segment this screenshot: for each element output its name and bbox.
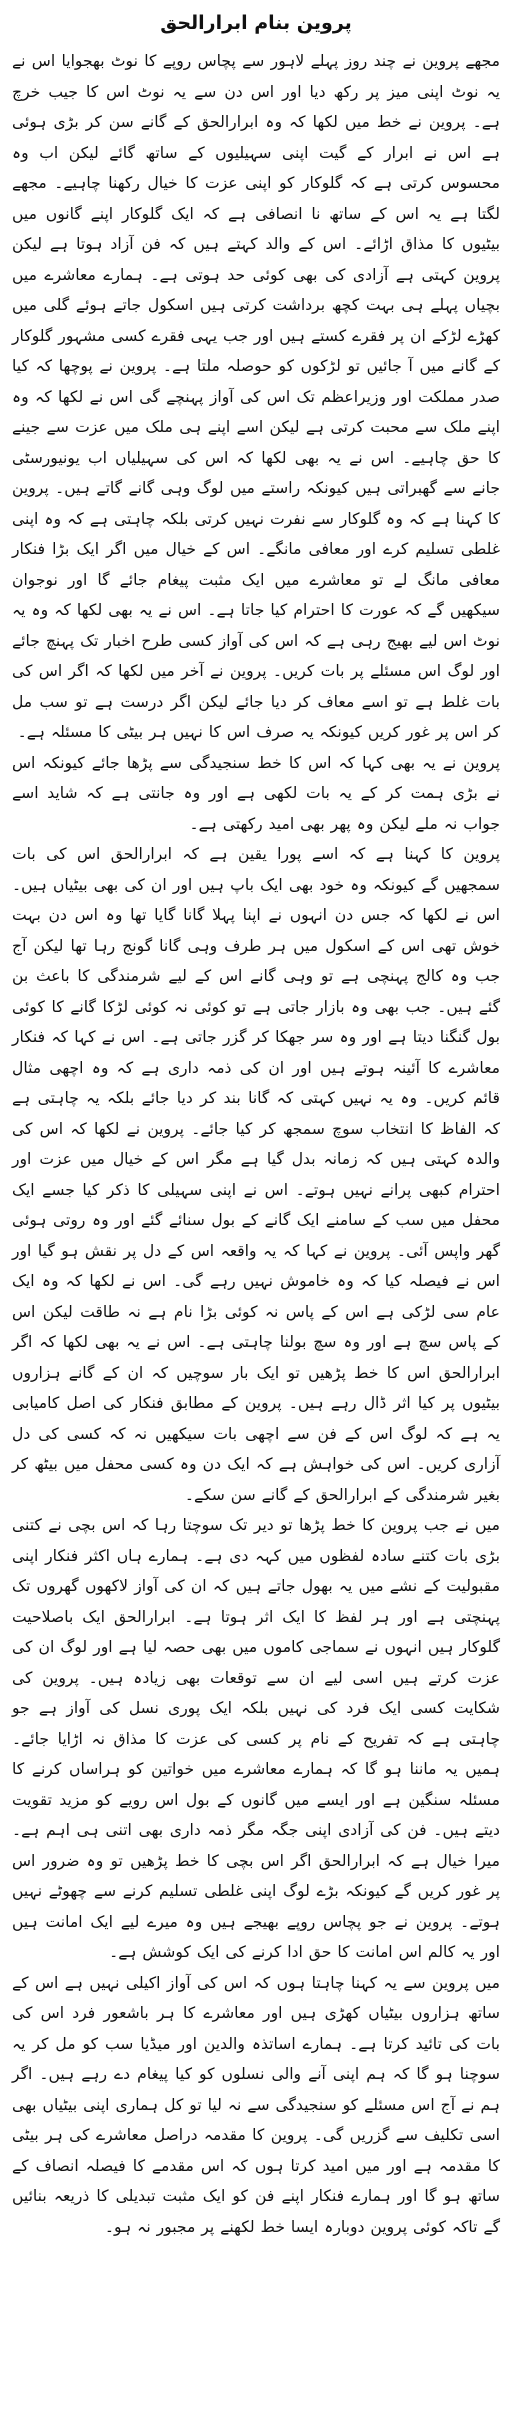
article-paragraph: مجھے پروین نے چند روز پہلے لاہور سے پچاس روپے کا نوٹ بھجوایا اس نے یہ نوٹ اپنی میز پر رکھ دیا اور اس دن سے یہ نوٹ اس کا جیب خرچ ہے۔ پروین نے خط میں لکھا کہ وہ ابرارالحق کے گانے سن کر بڑی ہوئی ہے اس نے ابرار کے گیت اپنی سہیلیوں کے ساتھ گائے لیکن اب وہ محسوس کرتی ہے کہ گلوکار کو اپنی عزت کا خیال رکھنا چاہیے۔ مجھے لگتا ہے یہ اس کے ساتھ نا انصافی ہے کہ ایک گلوکار اپنے گانوں میں بیٹیوں کا مذاق اڑائے۔ اس کے والد کہتے ہیں کہ فن آزاد ہوتا ہے لیکن پروین کہتی ہے آزادی کی بھی کوئی حد ہوتی ہے۔ ہمارے معاشرے میں بچیاں پہلے ہی بہت کچھ برداشت کرتی ہیں اسکول جاتے ہوئے گلی میں کھڑے لڑکے ان پر فقرے کستے ہیں اور جب یہی فقرے کسی مشہور گلوکار کے گانے میں آ جائیں تو لڑکوں کو حوصلہ ملتا ہے۔ پروین نے پوچھا کہ کیا صدر مملکت اور وزیراعظم تک اس کی آواز پہنچے گی اس نے لکھا کہ وہ اپنے ملک سے محبت کرتی ہے لیکن اسے اپنے ہی ملک میں عزت سے جینے کا حق چاہیے۔ اس نے یہ بھی لکھا کہ اس کی سہیلیاں اب یونیورسٹی جانے سے گھبراتی ہیں کیونکہ راستے میں لوگ وہی گانے گاتے ہیں۔ پروین کا کہنا ہے کہ وہ گلوکار سے نفرت نہیں کرتی بلکہ چاہتی ہے کہ وہ اپنی غلطی تسلیم کرے اور معافی مانگے۔ اس کے خیال میں اگر ایک بڑا فنکار معافی مانگ لے تو معاشرے میں ایک مثبت پیغام جائے گا اور نوجوان سیکھیں گے کہ عورت کا احترام کیا جاتا ہے۔ اس نے یہ بھی لکھا کہ وہ یہ نوٹ اس لیے بھیج رہی ہے کہ اس کی آواز کسی طرح اخبار تک پہنچ جائے اور لوگ اس مسئلے پر بات کریں۔ پروین نے آخر میں لکھا کہ اگر اس کی بات غلط ہے تو اسے معاف کر دیا جائے لیکن اگر درست ہے تو سب مل کر اس پر غور کریں کیونکہ یہ صرف اس کا نہیں ہر بیٹی کا مسئلہ ہے۔ (12, 52, 500, 741)
article-paragraph: میں نے جب پروین کا خط پڑھا تو دیر تک سوچتا رہا کہ اس بچی نے کتنی بڑی بات کتنے سادہ لفظوں میں کہہ دی ہے۔ ہمارے ہاں اکثر فنکار اپنی مقبولیت کے نشے میں یہ بھول جاتے ہیں کہ ان کی آواز لاکھوں گھروں تک پہنچتی ہے اور ہر لفظ کا ایک اثر ہوتا ہے۔ ابرارالحق ایک باصلاحیت گلوکار ہیں انہوں نے سماجی کاموں میں بھی حصہ لیا ہے اور لوگ ان کی عزت کرتے ہیں اسی لیے ان سے توقعات بھی زیادہ ہیں۔ پروین کی شکایت کسی ایک فرد کی نہیں بلکہ ایک پوری نسل کی آواز ہے جو چاہتی ہے کہ تفریح کے نام پر کسی کی عزت کا مذاق نہ اڑایا جائے۔ ہمیں یہ ماننا ہو گا کہ ہمارے معاشرے میں خواتین کو ہراساں کرنے کا مسئلہ سنگین ہے اور ایسے میں گانوں کے بول اس رویے کو مزید تقویت دیتے ہیں۔ فن کی آزادی اپنی جگہ مگر ذمہ داری بھی اتنی ہی اہم ہے۔ میرا خیال ہے کہ ابرارالحق اگر اس بچی کا خط پڑھیں تو وہ ضرور اس پر غور کریں گے کیونکہ بڑے لوگ اپنی غلطی تسلیم کرنے سے چھوٹے نہیں ہوتے۔ پروین نے جو پچاس روپے بھیجے ہیں وہ میرے لیے ایک امانت ہیں اور یہ کالم اس امانت کا حق ادا کرنے کی ایک کوشش ہے۔ (12, 1516, 500, 1961)
article-paragraph: پروین کا کہنا ہے کہ اسے پورا یقین ہے کہ ابرارالحق اس کی بات سمجھیں گے کیونکہ وہ خود بھی ایک باپ ہیں اور ان کی بھی بیٹیاں ہیں۔ اس نے لکھا کہ جس دن انہوں نے اپنا پہلا گانا گایا تھا وہ اس دن بہت خوش تھی اس کے اسکول میں ہر طرف وہی گانا گونج رہا تھا لیکن آج جب وہ کالج پہنچی ہے تو وہی گانے اس کے لیے شرمندگی کا باعث بن گئے ہیں۔ جب بھی وہ بازار جاتی ہے تو کوئی نہ کوئی لڑکا گانے کا کوئی بول گنگنا دیتا ہے اور وہ سر جھکا کر گزر جاتی ہے۔ اس نے کہا کہ فنکار معاشرے کا آئینہ ہوتے ہیں اور ان کی ذمہ داری ہے کہ وہ اچھی مثال قائم کریں۔ وہ یہ نہیں کہتی کہ گانا بند کر دیا جائے بلکہ یہ چاہتی ہے کہ الفاظ کا انتخاب سوچ سمجھ کر کیا جائے۔ پروین نے لکھا کہ اس کی والدہ کہتی ہیں کہ زمانہ بدل گیا ہے مگر اس کے خیال میں عزت اور احترام کبھی پرانے نہیں ہوتے۔ اس نے اپنی سہیلی کا ذکر کیا جسے ایک محفل میں سب کے سامنے ایک گانے کے بول سنائے گئے اور وہ روتی ہوئی گھر واپس آئی۔ پروین نے کہا کہ یہ واقعہ اس کے دل پر نقش ہو گیا اور اس نے فیصلہ کیا کہ وہ خاموش نہیں رہے گی۔ اس نے لکھا کہ وہ ایک عام سی لڑکی ہے اس کے پاس نہ کوئی بڑا نام ہے نہ طاقت لیکن اس کے پاس سچ ہے اور وہ سچ بولنا چاہتی ہے۔ اس نے یہ بھی لکھا کہ اگر ابرارالحق اس کا خط پڑھیں تو ایک بار سوچیں کہ ان کے گانے ہزاروں بیٹیوں پر کیا اثر ڈال رہے ہیں۔ پروین کے مطابق فنکار کی اصل کامیابی یہ ہے کہ لوگ اس کے فن سے اچھی بات سیکھیں نہ کہ کسی کی دل آزاری کریں۔ اس کی خواہش ہے کہ ایک دن وہ کسی محفل میں بیٹھ کر بغیر شرمندگی کے ابرارالحق کے گانے سن سکے۔ (12, 845, 500, 1504)
article-title: پروین بنام ابرارالحق (160, 12, 352, 34)
article-paragraph: پروین نے یہ بھی کہا کہ اس کا خط سنجیدگی سے پڑھا جائے کیونکہ اس نے بڑی ہمت کر کے یہ بات لکھی ہے اور وہ جانتی ہے کہ شاید اسے جواب نہ ملے لیکن وہ پھر بھی امید رکھتی ہے۔ (12, 753, 500, 833)
article-paragraph: میں پروین سے یہ کہنا چاہتا ہوں کہ اس کی آواز اکیلی نہیں ہے اس کے ساتھ ہزاروں بیٹیاں کھڑی ہیں اور معاشرے کا ہر باشعور فرد اس کی بات کی تائید کرتا ہے۔ ہمارے اساتذہ والدین اور میڈیا سب کو مل کر یہ سوچنا ہو گا کہ ہم اپنی آنے والی نسلوں کو کیا پیغام دے رہے ہیں۔ اگر ہم نے آج اس مسئلے کو سنجیدگی سے نہ لیا تو کل ہماری اپنی بیٹیاں بھی اسی تکلیف سے گزریں گی۔ پروین کا مقدمہ دراصل معاشرے کی ہر بیٹی کا مقدمہ ہے اور میں امید کرتا ہوں کہ اس مقدمے کا فیصلہ انصاف کے ساتھ ہو گا اور ہمارے فنکار اپنے فن کو ایک مثبت تبدیلی کا ذریعہ بنائیں گے تاکہ کوئی پروین دوبارہ ایسا خط لکھنے پر مجبور نہ ہو۔ (12, 1973, 500, 2236)
